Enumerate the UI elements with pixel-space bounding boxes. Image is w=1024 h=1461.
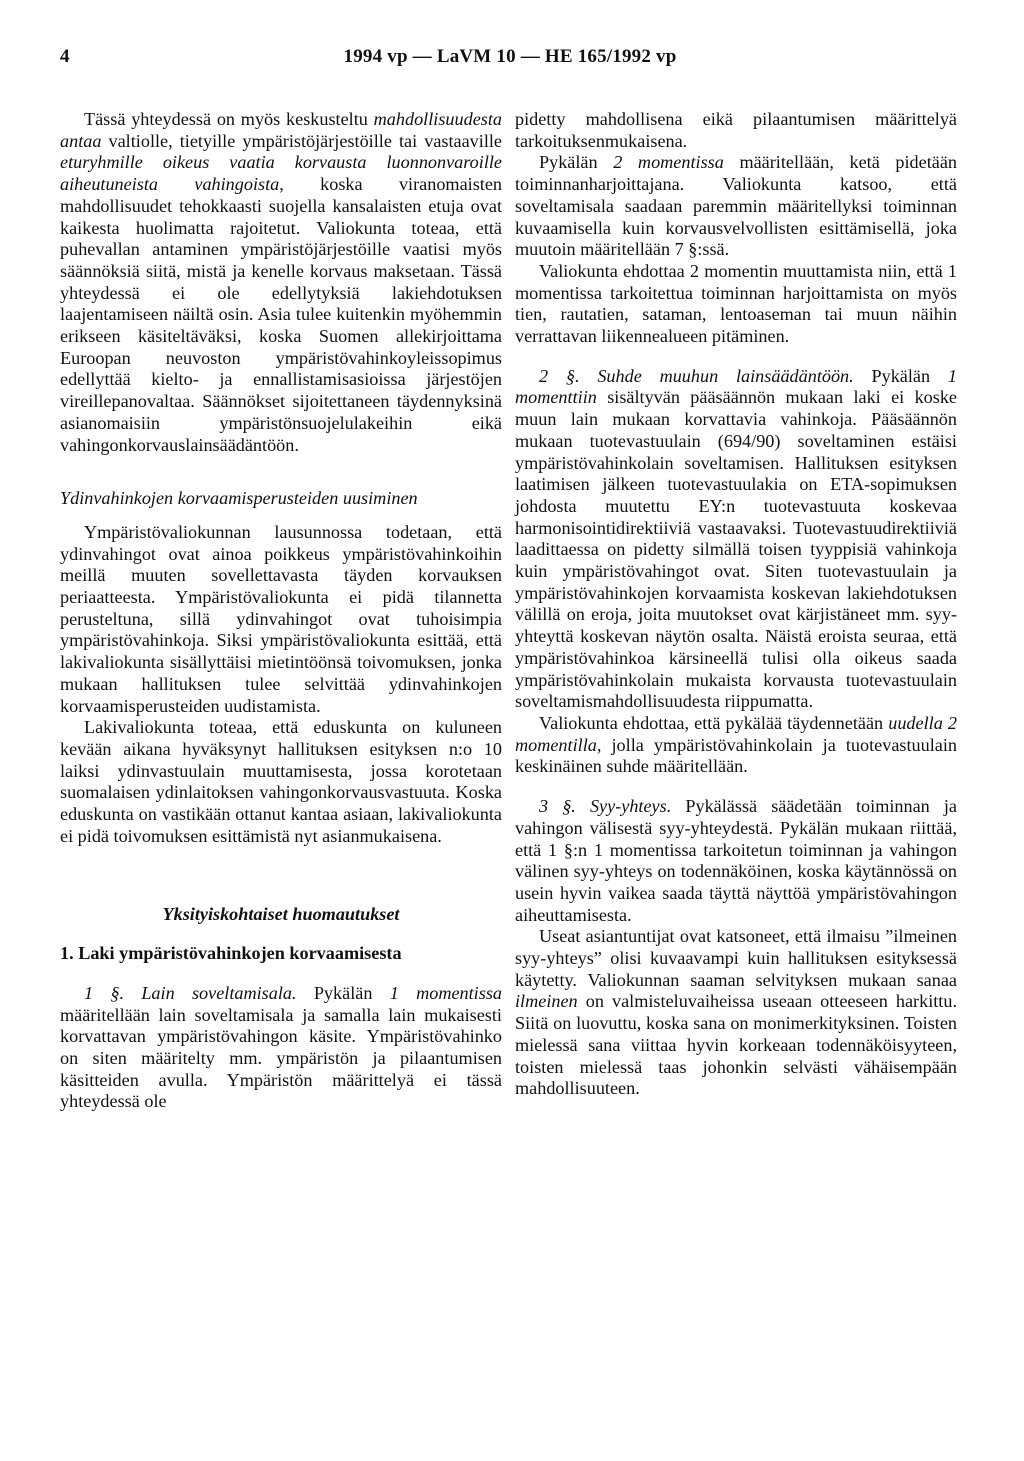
body-text: määritellään lain soveltamisala ja samalla lain mukaisesti korvattavan ympäristövahingon käsite. Ympäristövahinko on siten määritelty mm. ympäristön ja pilaantumisen käsitteiden avulla. Ympäristön määrittelyä ei tässä yhteydessä ole [60, 1004, 502, 1112]
page-number: 4 [60, 46, 70, 67]
body-text: Pykälän [853, 365, 948, 386]
emphasis-text: eturyhmille oikeus vaatia korvausta luonnonvaroille aiheutuneista vahingoista, [60, 152, 502, 195]
body-text: Valiokunta ehdottaa, että pykälää täydennetään [539, 712, 889, 733]
emphasis-text: ilmeinen [515, 991, 578, 1012]
running-head: 1994 vp — LaVM 10 — HE 165/1992 vp [343, 46, 677, 67]
emphasis-text: 1 momenttiin [515, 365, 957, 408]
emphasis-text: 2 momentissa [613, 152, 724, 173]
paragraph-committee-proposal: Valiokunta ehdottaa 2 momentin muuttamista niin, että 1 momentissa tarkoitettua toiminnan harjoittamista on myös tien, rautatien, sataman, lentoaseman tai muun näihin verrattavan liikennealueen pitäminen. [515, 260, 957, 347]
body-text: Pykälässä säädetään toiminnan ja vahingon välisestä syy-yhteydestä. Pykälän mukaan riittää, että 1 §:n 1 momentissa tarkoitetun toiminnan ja vahingon välinen syy-yhteys on todennäköinen, koska käytännössä on usein hyvin vaikea saada täyttä näyttöä ympäristövahingon aiheuttamisesta. [515, 796, 957, 925]
paragraph-section-2 [515, 366, 957, 713]
emphasis-text: 3 §. Syy-yhteys. [539, 796, 672, 817]
body-text: koska viranomaisten mahdollisuudet tehokkaasti suojella kansalaisten etuja ovat kaikesta huolimatta rajoitetut. Valiokunta toteaa, että puhevallan antaminen ympäristöjärjestöille vaatisi myös säännöksiä siitä, mistä ja kenelle korvaus maksetaan. Tässä yhteydessä ei ole edellytyksiä lakiehdotuksen laajentamiseen näiltä osin. Asia tulee kuitenkin myöhemmin erikseen käsiteltäväksi, koska Suomen allekirjoittama Euroopan neuvoston ympäristövahinkoyleissopimus edellyttää kielto- ja ennallistamisasioissa järjestöjen vireillepanovaltaa. Säännökset sijoitettaneen täydennyksinä asianomaisiin ympäristönsuojelulakeihin eikä vahingonkorvauslainsäädäntöön. [60, 174, 503, 455]
body-text: Tässä yhteydessä on myös keskusteltu [84, 109, 374, 129]
emphasis-text: mahdollisuudesta antaa [60, 109, 502, 151]
emphasis-text: 1 §. Lain soveltamisala. [84, 982, 297, 1003]
paragraph-experts [515, 926, 957, 1100]
right-column [515, 109, 957, 1100]
left-column [60, 109, 502, 1113]
section-heading-nuclear: Ydinvahinkojen korvaamisperusteiden uusiminen [60, 488, 418, 509]
page-header [60, 46, 960, 76]
paragraph-continued: pidetty mahdollisena eikä pilaantumisen määrittelyä tarkoituksenmukaisena. [515, 109, 957, 151]
body-text: on valmisteluvaiheissa useaan otteeseen harkittu. Siitä on luovuttu, koska sana on monimerkityksinen. Toisten mielessä sana viittaa hyvin korkeaan todennäköisyyteen, toisten mielessä taas johonkin selvästi vähäisempään mahdollisuuteen. [515, 991, 957, 1099]
body-text: Pykälän [296, 982, 390, 1003]
paragraph-moment-2 [515, 152, 957, 261]
paragraph-section-3 [515, 796, 957, 926]
emphasis-text: 1 momentissa [389, 982, 502, 1003]
section-heading-detailed-remarks: Yksityiskohtaiset huomautukset [162, 903, 400, 924]
body-text: Useat asiantuntijat ovat katsoneet, että ilmaisu ”ilmeinen syy-yhteys” olisi kuvaavampi kuin hallituksen esityksessä käytetty. Valiokunnan saaman selvityksen mukaan sanaa [515, 926, 957, 990]
body-text: määritellään, ketä pidetään toiminnanharjoittajana. Valiokunta katsoo, että soveltamisala saadaan paremmin määritellyksi toiminnan kuvaamisella kuin korvausvelvollisten esittämisellä, joka muutoin määritellään 7 §:ssä. [515, 152, 957, 260]
paragraph-section-1 [60, 983, 502, 1113]
emphasis-text: uudella 2 momentilla, [515, 712, 957, 755]
paragraph-new-moment [515, 713, 957, 778]
paragraph-law-committee: Lakivaliokunta toteaa, että eduskunta on kuluneen kevään aikana hyväksynyt hallituksen esityksen n:o 10 laiksi ydinvastuulain muuttamisesta, jossa korotetaan suomalaisen ydinlaitoksen vahingonkorvausvastuuta. Koska eduskunta on vastikään ottanut kantaa asiaan, lakivaliokunta ei pidä toivomuksen esittämistä nyt asianmukaisena. [60, 717, 502, 846]
body-text: jolla ympäristövahinkolain ja tuotevastuulain keskinäinen suhde määritellään. [515, 734, 957, 777]
paragraph-liability-discussion [60, 109, 502, 456]
body-text: Pykälän [539, 152, 614, 173]
paragraph-environment-committee: Ympäristövaliokunnan lausunnossa todetaan, että ydinvahingot ovat ainoa poikkeus ympäristövahinkoihin meillä muuten sovellettavasta täyden korvauksen periaatteesta. Ympäristövaliokunta ei pidä tilannetta perusteltuna, sillä ydinvahingot ovat tuhoisimpia ympäristövahinkoja. Siksi ympäristövaliokunta esittää, että lakivaliokunta sisällyttäisi mietintöönsä toivomuksen, jonka mukaan hallituksen tulee selvittää ydinvahinkojen korvaamisperusteiden uudistamista. [60, 521, 502, 716]
body-text: sisältyvän pääsäännön mukaan laki ei koske muun lain mukaan korvattavia vahinkoja. Pääsäännön mukaan tuotevastuulain (694/90) soveltaminen estäisi ympäristövahinkolain soveltamisen. Hallituksen esityksen laatimisen jälkeen tuotevastuulakia on ETA-sopimuksen johdosta muutettu EY:n tuotevastuuta koskevaa harmonisointidirektiiviä vastaavaksi. Tuotevastuudirektiiviä laadittaessa on pidetty silmällä toisen tyyppisiä vahinkoja kuin ympäristövahingot ovat. Siten tuotevastuulain ja ympäristövahinkojen korvaamista koskevan lakiehdotuksen välillä on eroja, joita muutokset ovat kärjistäneet mm. syy-yhteyttä koskevan näytön osalta. Näistä eroista seuraa, että ympäristövahinkoa kärsineellä tulisi olla oikeus saada ympäristövahinkolain mukaista korvausta tuotevastuulain soveltamismahdollisuudesta riippumatta. [515, 387, 957, 712]
body-text: valtiolle, tietyille ympäristöjärjestöille tai vastaaville [101, 130, 502, 151]
emphasis-text: 2 §. Suhde muuhun lainsäädäntöön. [539, 365, 854, 386]
section-heading-law-1: 1. Laki ympäristövahinkojen korvaamisesta [60, 943, 402, 964]
